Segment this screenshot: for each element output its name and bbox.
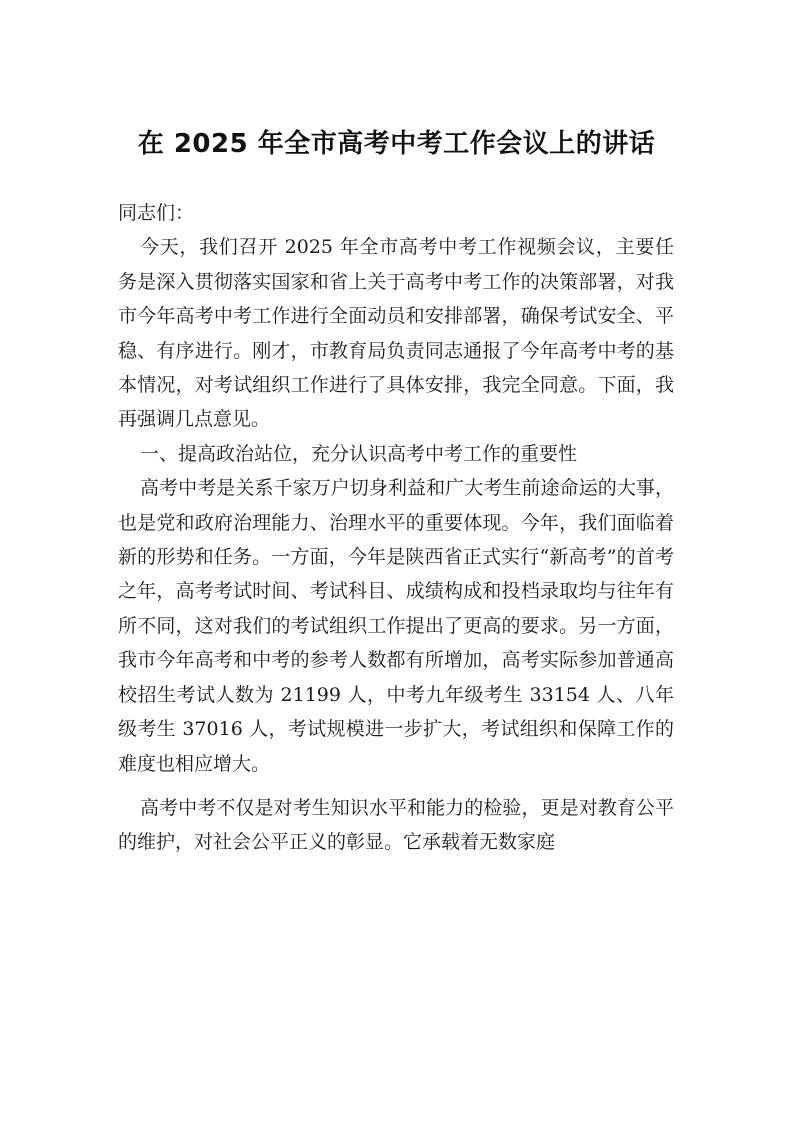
paragraph-importance: 高考中考是关系千家万户切身利益和广大考生前途命运的大事，也是党和政府治理能力、治理水平的重要体现。今年，我们面临着新的形势和任务。一方面，今年是陕西省正式实行“新高考”的首考之年，高考考试时间、考试科目、成绩构成和投档录取均与往年有所不同，这对我们的考试组织工作提出了更高的要求。另一方面，我市今年高考和中考的参考人数都有所增加，高考实际参加普通高校招生考试人数为 21199 人，中考九年级考生 33154 人、八年级考生 37016 人，考试规模进一步扩大，考试组织和保障工作的难度也相应增大。 [118,477,674,775]
section-heading-1: 一、提高政治站位，充分认识高考中考工作的重要性 [140,442,578,465]
paragraph-fairness: 高考中考不仅是对考生知识水平和能力的检验，更是对教育公平的维护，对社会公平正义的彰显。它承载着无数家庭 [118,796,674,854]
paragraph-opening: 今天，我们召开 2025 年全市高考中考工作视频会议，主要任务是深入贯彻落实国家和省上关于高考中考工作的决策部署，对我市今年高考中考工作进行全面动员和安排部署，确保考试安全、平稳、有序进行。刚才，市教育局负责同志通报了今年高考中考的基本情况，对考试组织工作进行了具体安排，我完全同意。下面，我再强调几点意见。 [118,236,674,431]
salutation: 同志们： [118,202,195,224]
document-body [118,196,674,860]
document-title: 在 2025 年全市高考中考工作会议上的讲话 [137,129,656,159]
